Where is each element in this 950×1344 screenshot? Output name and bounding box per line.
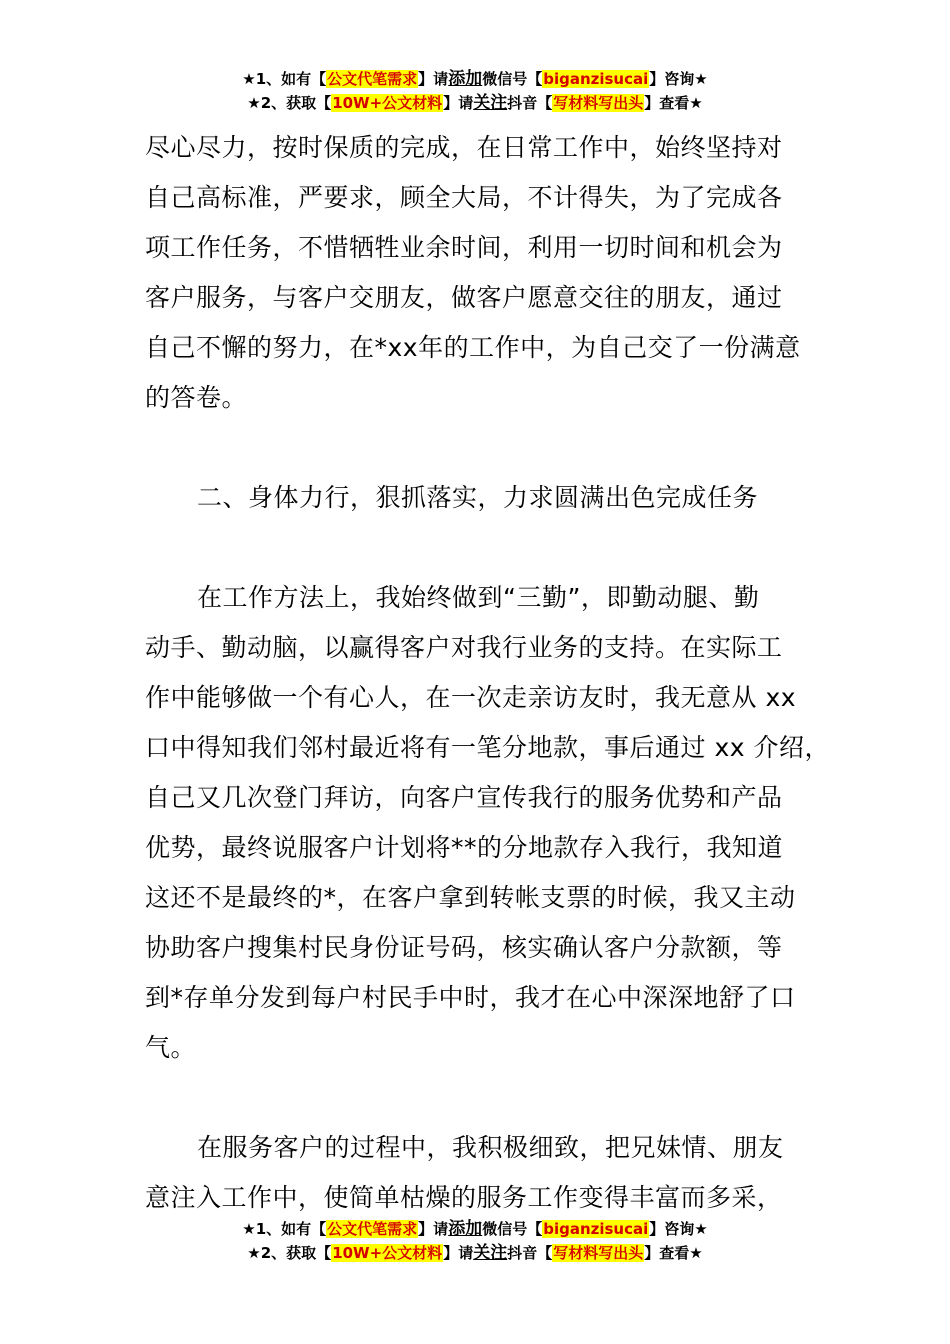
promo-text: ★2、获取【	[247, 94, 332, 112]
text-line: 项工作任务，不惜牺牲业余时间，利用一切时间和机会为	[145, 233, 783, 262]
text-line: 客户服务，与客户交朋友，做客户愿意交往的朋友，通过	[145, 283, 783, 312]
promo-text: 】咨询★	[649, 70, 708, 88]
text-line: 尽心尽力，按时保质的完成，在日常工作中，始终坚持对	[145, 133, 783, 162]
section-heading-2: 二、身体力行，狠抓落实，力求圆满出色完成任务	[197, 483, 759, 512]
promo-highlight-service: 公文代笔需求	[327, 1220, 418, 1238]
text-line: 在服务客户的过程中，我积极细致，把兄妹情、朋友	[197, 1133, 784, 1162]
promo-text: 微信号【	[482, 1220, 543, 1238]
text-line: 到*存单分发到每户村民手中时，我才在心中深深地舒了口	[145, 983, 796, 1012]
paragraph-spacer	[145, 423, 835, 473]
document-body	[145, 123, 835, 1223]
text-line: 作中能够做一个有心人，在一次走亲访友时，我无意从 xx	[145, 683, 797, 712]
promo-text: 】查看★	[644, 1244, 703, 1262]
promo-text: 】请	[418, 1220, 449, 1238]
promo-text: 】查看★	[644, 94, 703, 112]
text-line: 协助客户搜集村民身份证号码，核实确认客户分款额，等	[145, 933, 783, 962]
text-line: 优势，最终说服客户计划将**的分地款存入我行，我知道	[145, 833, 784, 862]
text-line: 这还不是最终的*，在客户拿到转帐支票的时候，我又主动	[145, 883, 796, 912]
promo-highlight-wechat-id: biganzisucai	[543, 1220, 649, 1238]
top-promo-banner	[0, 68, 950, 116]
promo-highlight-wechat-id: biganzisucai	[543, 70, 649, 88]
text-line: 自己又几次登门拜访，向客户宣传我行的服务优势和产品	[145, 783, 783, 812]
promo-underlined-action: 关注	[473, 93, 508, 113]
promo-highlight-materials: 10W+公文材料	[332, 94, 443, 112]
text-line: 动手、勤动脑，以赢得客户对我行业务的支持。在实际工	[145, 633, 783, 662]
text-line: 的答卷。	[145, 383, 248, 412]
promo-text: 抖音【	[507, 1244, 553, 1262]
paragraph-spacer	[145, 523, 835, 573]
text-line: 口中得知我们邻村最近将有一笔分地款，事后通过 xx 介绍，	[145, 733, 830, 762]
promo-line-2	[0, 1242, 950, 1266]
promo-highlight-materials: 10W+公文材料	[332, 1244, 443, 1262]
promo-text: ★2、获取【	[247, 1244, 332, 1262]
promo-underlined-action: 关注	[473, 1243, 508, 1263]
promo-text: 抖音【	[507, 94, 553, 112]
paragraph-3	[145, 1123, 835, 1223]
paragraph-2	[145, 573, 835, 1073]
promo-highlight-douyin: 写材料写出头	[553, 1244, 644, 1262]
promo-text: 微信号【	[482, 70, 543, 88]
promo-line-1	[0, 68, 950, 92]
promo-text: 】咨询★	[649, 1220, 708, 1238]
text-line: 在工作方法上，我始终做到“三勤”，即勤动腿、勤	[197, 583, 760, 612]
promo-text: 】请	[443, 1244, 474, 1262]
promo-underlined-action: 添加	[448, 1219, 483, 1239]
promo-text: ★1、如有【	[242, 1220, 327, 1238]
promo-underlined-action: 添加	[448, 69, 483, 89]
promo-text: ★1、如有【	[242, 70, 327, 88]
promo-text: 】请	[443, 94, 474, 112]
promo-highlight-service: 公文代笔需求	[327, 70, 418, 88]
text-line: 自己不懈的努力，在*xx年的工作中，为自己交了一份满意	[145, 333, 801, 362]
text-line: 自己高标准，严要求，顾全大局，不计得失，为了完成各	[145, 183, 783, 212]
promo-line-2	[0, 92, 950, 116]
paragraph-1	[145, 123, 835, 423]
text-line: 意注入工作中，使简单枯燥的服务工作变得丰富而多采，	[145, 1183, 783, 1212]
promo-line-1	[0, 1218, 950, 1242]
text-line: 气。	[145, 1033, 197, 1062]
promo-highlight-douyin: 写材料写出头	[553, 94, 644, 112]
paragraph-spacer	[145, 1073, 835, 1123]
bottom-promo-banner	[0, 1218, 950, 1266]
promo-text: 】请	[418, 70, 449, 88]
